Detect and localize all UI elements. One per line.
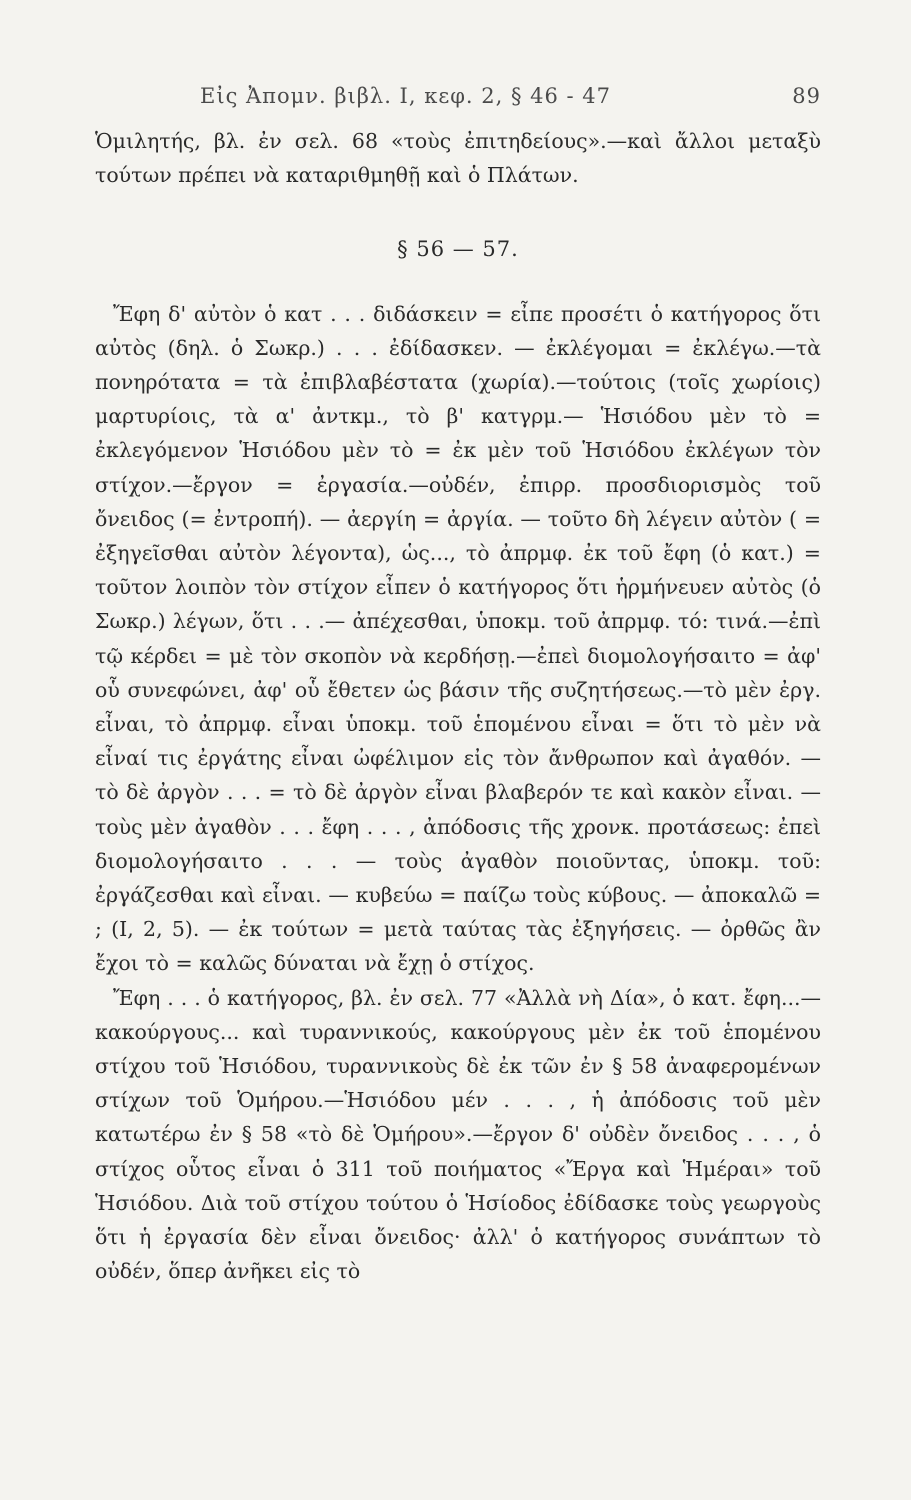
section-heading: § 56 — 57. (397, 237, 519, 262)
running-head (95, 84, 821, 124)
commentary-body (95, 124, 821, 1289)
paragraph-2: Ἔφη δ' αὐτὸν ὁ κατ . . . διδάσκειν = εἶπε προσέτι ὁ κατήγορος ὅτι αὐτὸς (δηλ. ὁ Σωκρ.) . . . ἐδίδασκεν. — ἐκλέγομαι = ἐκλέγω.—τὰ πονηρότατα = τὰ ἐπιβλαβέστατα (χωρία).—τούτοις (τοῖς χωρίοις) μαρτυρίοις, τὰ α' ἀντκμ., τὸ β' κατγρμ.— Ἡσιόδου μὲν τὸ = ἐκλεγόμενον Ἡσιόδου μὲν τὸ = ἐκ μὲν τοῦ Ἡσιόδου ἐκλέγων τὸν στίχον.—ἔργον = ἐργασία.—οὐδέν, ἐπιρρ. προσδιορισμὸς τοῦ ὄνειδος (= ἐντροπή). — ἀεργίη = ἀργία. — τοῦτο δὴ λέγειν αὐτὸν ( = ἐξηγεῖσθαι αὐτὸν λέγοντα), ὡς..., τὸ ἀπρμφ. ἐκ τοῦ ἔφη (ὁ κατ.) = τοῦτον λοιπὸν τὸν στίχον εἶπεν ὁ κατήγορος ὅτι ἡρμήνευεν αὐτὸς (ὁ Σωκρ.) λέγων, ὅτι . . .— ἀπέχεσθαι, ὑποκμ. τοῦ ἀπρμφ. τό: τινά.—ἐπὶ τῷ κέρδει = μὲ τὸν σκοπὸν νὰ κερδήσῃ.—ἐπεὶ διομολογήσαιτο = ἀφ' οὗ συνεφώνει, ἀφ' οὗ ἔθετεν ὡς βάσιν τῆς συζητήσεως.—τὸ μὲν ἐργ. εἶναι, τὸ ἀπρμφ. εἶναι ὑποκμ. τοῦ ἑπομένου εἶναι = ὅτι τὸ μὲν νὰ εἶναί τις ἐργάτης εἶναι ὠφέλιμον εἰς τὸν ἄνθρωπον καὶ ἀγαθόν. — τὸ δὲ ἀργὸν . . . = τὸ δὲ ἀργὸν εἶναι βλαβερόν τε καὶ κακὸν εἶναι. — τοὺς μὲν ἀγαθὸν . . . ἔφη . . . , ἀπόδοσις τῆς χρονκ. προτάσεως: ἐπεὶ διομολογήσαιτο . . . — τοὺς ἀγαθὸν ποιοῦντας, ὑποκμ. τοῦ: ἐργάζεσθαι καὶ εἶναι. — κυβεύω = παίζω τοὺς κύβους. — ἀποκαλῶ = ; (Ι, 2, 5). — ἐκ τούτων = μετὰ ταύτας τὰς ἐξηγήσεις. — ὀρθῶς ἂν ἔχοι τὸ = καλῶς δύναται νὰ ἔχῃ ὁ στίχος. (95, 301, 821, 976)
running-head-title: Εἰς Ἀπομν. βιβλ. Ι, κεφ. 2, § 46 - 47 (200, 84, 612, 108)
page-number: 89 (792, 84, 821, 108)
paragraph-3: Ἔφη . . . ὁ κατήγορος, βλ. ἐν σελ. 77 «Ἀλλὰ νὴ Δία», ὁ κατ. ἔφη...—κακούργους... καὶ τυραννικούς, κακούργους μὲν ἐκ τοῦ ἑπομένου στίχου τοῦ Ἡσιόδου, τυραννικοὺς δὲ ἐκ τῶν ἐν § 58 ἀναφερομένων στίχων τοῦ Ὁμήρου.—Ἡσιόδου μέν . . . , ἡ ἀπόδοσις τοῦ μὲν κατωτέρω ἐν § 58 «τὸ δὲ Ὁμήρου».—ἔργον δ' οὐδὲν ὄνειδος . . . , ὁ στίχος οὗτος εἶναι ὁ 311 τοῦ ποιήματος «Ἔργα καὶ Ἡμέραι» τοῦ Ἡσιόδου. Διὰ τοῦ στίχου τούτου ὁ Ἡσίοδος ἐδίδασκε τοὺς γεωργοὺς ὅτι ἡ ἐργασία δὲν εἶναι ὄνειδος· ἀλλ' ὁ κατήγορος συνάπτων τὸ οὐδέν, ὅπερ ἀνῆκει εἰς τὸ (95, 985, 821, 1284)
paragraph-1: Ὁμιλητής, βλ. ἐν σελ. 68 «τοὺς ἐπιτηδείους».—καὶ ἄλλοι μεταξὺ τούτων πρέπει νὰ καταριθμηθῇ καὶ ὁ Πλάτων. (95, 129, 821, 188)
